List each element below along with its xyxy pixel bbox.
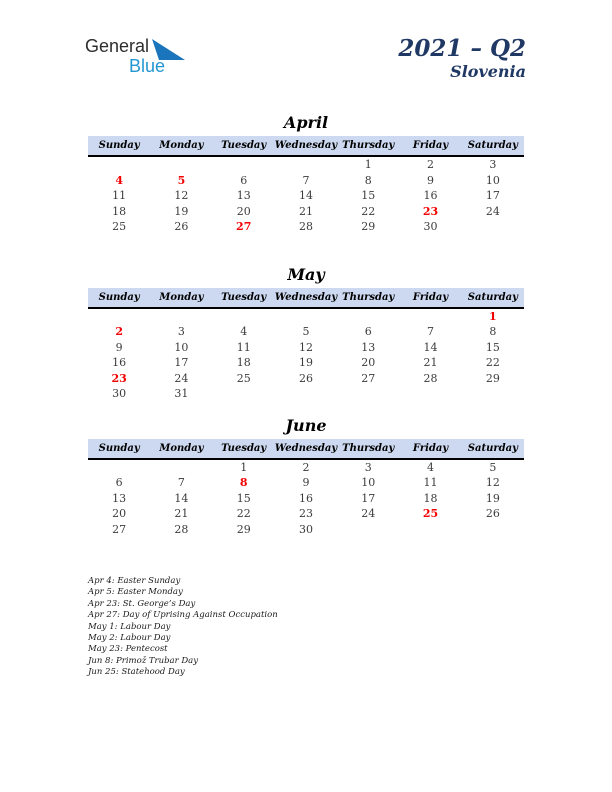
day-header-tuesday: Tuesday bbox=[213, 439, 275, 459]
day-cell-june-30: 30 bbox=[298, 522, 313, 536]
day-cell-april-4: 4 bbox=[115, 173, 123, 187]
day-header-row bbox=[88, 288, 524, 308]
empty-cell bbox=[399, 522, 461, 538]
day-header-thursday: Thursday bbox=[337, 136, 399, 156]
day-cell-april-8: 8 bbox=[364, 173, 372, 187]
day-cell-june-4: 4 bbox=[427, 460, 435, 474]
day-cell-june-20: 20 bbox=[112, 507, 127, 520]
day-cell-may-16: 16 bbox=[112, 356, 127, 369]
empty-cell bbox=[213, 386, 275, 402]
day-cell-june-28: 28 bbox=[174, 522, 189, 536]
empty-cell bbox=[88, 156, 150, 173]
month-april bbox=[88, 113, 524, 235]
day-cell-june-23: 23 bbox=[298, 507, 313, 520]
day-header-saturday: Saturday bbox=[462, 288, 524, 308]
empty-cell bbox=[213, 156, 275, 173]
empty-cell bbox=[399, 386, 461, 402]
day-cell-may-5: 5 bbox=[302, 325, 310, 338]
day-cell-may-15: 15 bbox=[485, 340, 500, 354]
day-cell-may-14: 14 bbox=[423, 340, 438, 354]
day-cell-may-17: 17 bbox=[174, 356, 189, 369]
day-cell-april-1: 1 bbox=[364, 158, 372, 171]
day-cell-may-3: 3 bbox=[177, 325, 185, 338]
day-cell-june-15: 15 bbox=[236, 491, 251, 505]
day-header-thursday: Thursday bbox=[337, 439, 399, 459]
day-cell-june-22: 22 bbox=[236, 507, 251, 520]
day-header-saturday: Saturday bbox=[462, 136, 524, 156]
day-cell-june-19: 19 bbox=[485, 491, 500, 505]
day-cell-june-29: 29 bbox=[236, 522, 251, 536]
month-may bbox=[88, 265, 524, 402]
day-cell-april-27: 27 bbox=[236, 220, 252, 233]
day-cell-june-17: 17 bbox=[361, 491, 376, 505]
logo-text-blue: Blue bbox=[129, 56, 166, 76]
week-row bbox=[88, 156, 524, 173]
day-cell-may-4: 4 bbox=[240, 325, 248, 338]
day-header-friday: Friday bbox=[399, 439, 461, 459]
day-cell-april-19: 19 bbox=[174, 204, 189, 218]
week-row bbox=[88, 308, 524, 325]
day-header-monday: Monday bbox=[150, 439, 212, 459]
week-row bbox=[88, 204, 524, 220]
day-cell-april-13: 13 bbox=[236, 189, 251, 202]
holiday-note: May 23: Pentecost bbox=[88, 644, 168, 655]
day-header-monday: Monday bbox=[150, 136, 212, 156]
day-cell-june-2: 2 bbox=[302, 460, 310, 474]
day-cell-may-6: 6 bbox=[364, 325, 372, 338]
week-row bbox=[88, 491, 524, 507]
title-block bbox=[398, 36, 526, 82]
day-cell-april-20: 20 bbox=[236, 204, 251, 218]
day-cell-may-9: 9 bbox=[115, 340, 123, 354]
day-header-row bbox=[88, 439, 524, 459]
empty-cell bbox=[275, 386, 337, 402]
day-cell-may-29: 29 bbox=[485, 371, 500, 385]
week-row bbox=[88, 371, 524, 387]
holiday-note: Jun 8: Primož Trubar Day bbox=[88, 655, 199, 666]
day-header-wednesday: Wednesday bbox=[275, 288, 337, 308]
day-cell-april-10: 10 bbox=[485, 173, 500, 187]
week-row bbox=[88, 188, 524, 204]
calendar-table-april bbox=[88, 136, 524, 235]
day-cell-may-13: 13 bbox=[361, 340, 376, 354]
day-cell-june-7: 7 bbox=[177, 476, 185, 489]
day-cell-may-19: 19 bbox=[298, 356, 313, 369]
day-cell-june-25: 25 bbox=[422, 507, 439, 520]
day-cell-may-12: 12 bbox=[298, 340, 313, 354]
week-row bbox=[88, 475, 524, 491]
day-cell-april-24: 24 bbox=[485, 204, 500, 218]
day-cell-april-9: 9 bbox=[427, 173, 435, 187]
empty-cell bbox=[150, 308, 212, 325]
day-cell-june-12: 12 bbox=[485, 476, 500, 489]
day-cell-may-8: 8 bbox=[489, 325, 497, 338]
day-cell-may-28: 28 bbox=[423, 371, 438, 385]
day-cell-may-10: 10 bbox=[174, 340, 189, 354]
day-cell-april-12: 12 bbox=[174, 189, 189, 202]
week-row bbox=[88, 459, 524, 476]
empty-cell bbox=[337, 522, 399, 538]
day-cell-april-28: 28 bbox=[298, 220, 313, 233]
day-cell-april-30: 30 bbox=[423, 220, 438, 233]
general-blue-logo bbox=[85, 36, 185, 75]
day-header-thursday: Thursday bbox=[337, 288, 399, 308]
day-cell-june-18: 18 bbox=[423, 491, 438, 505]
day-cell-april-17: 17 bbox=[485, 189, 500, 202]
day-cell-april-11: 11 bbox=[112, 189, 127, 202]
day-cell-april-16: 16 bbox=[423, 189, 438, 202]
day-cell-may-30: 30 bbox=[112, 387, 127, 400]
day-cell-may-18: 18 bbox=[236, 356, 251, 369]
day-cell-april-25: 25 bbox=[112, 220, 127, 233]
day-cell-may-24: 24 bbox=[174, 371, 189, 385]
day-header-tuesday: Tuesday bbox=[213, 288, 275, 308]
day-cell-june-13: 13 bbox=[112, 491, 127, 505]
week-row bbox=[88, 506, 524, 522]
month-title: April bbox=[283, 113, 329, 132]
day-cell-may-25: 25 bbox=[236, 371, 251, 385]
empty-cell bbox=[462, 219, 524, 235]
day-cell-may-21: 21 bbox=[423, 356, 438, 369]
day-cell-may-20: 20 bbox=[361, 356, 376, 369]
day-cell-june-11: 11 bbox=[423, 476, 438, 489]
day-cell-june-14: 14 bbox=[174, 491, 189, 505]
day-cell-april-5: 5 bbox=[177, 173, 186, 187]
day-header-friday: Friday bbox=[399, 136, 461, 156]
week-row bbox=[88, 219, 524, 235]
day-cell-june-27: 27 bbox=[112, 522, 127, 536]
empty-cell bbox=[275, 308, 337, 325]
day-cell-april-22: 22 bbox=[361, 204, 376, 218]
day-cell-april-2: 2 bbox=[427, 158, 435, 171]
day-header-wednesday: Wednesday bbox=[275, 136, 337, 156]
day-cell-june-10: 10 bbox=[361, 476, 376, 489]
week-row bbox=[88, 355, 524, 371]
day-cell-april-23: 23 bbox=[422, 204, 439, 218]
day-cell-may-31: 31 bbox=[174, 387, 189, 400]
day-header-sunday: Sunday bbox=[88, 288, 150, 308]
day-cell-june-5: 5 bbox=[489, 460, 497, 474]
day-cell-april-15: 15 bbox=[361, 189, 376, 202]
calendar-table-may bbox=[88, 288, 524, 402]
day-header-saturday: Saturday bbox=[462, 439, 524, 459]
logo-text-general: General bbox=[85, 36, 150, 56]
empty-cell bbox=[150, 156, 212, 173]
day-cell-may-22: 22 bbox=[485, 356, 500, 369]
empty-cell bbox=[399, 308, 461, 325]
day-cell-may-27: 27 bbox=[361, 371, 376, 385]
months-container bbox=[88, 113, 524, 537]
calendar-table-june bbox=[88, 439, 524, 538]
empty-cell bbox=[275, 156, 337, 173]
day-cell-april-26: 26 bbox=[174, 220, 189, 233]
day-cell-june-16: 16 bbox=[298, 491, 313, 505]
day-cell-may-1: 1 bbox=[489, 309, 497, 323]
holiday-note: Apr 5: Easter Monday bbox=[88, 587, 183, 598]
day-cell-june-26: 26 bbox=[485, 507, 500, 520]
holiday-note: May 1: Labour Day bbox=[88, 621, 171, 632]
month-title: May bbox=[287, 264, 325, 284]
day-cell-april-7: 7 bbox=[302, 173, 310, 187]
day-cell-june-8: 8 bbox=[239, 476, 248, 489]
empty-cell bbox=[150, 459, 212, 476]
day-cell-april-18: 18 bbox=[112, 204, 127, 218]
day-cell-may-11: 11 bbox=[236, 340, 251, 354]
week-row bbox=[88, 386, 524, 402]
holiday-note: Apr 23: St. George’s Day bbox=[88, 598, 196, 609]
empty-cell bbox=[213, 308, 275, 325]
day-header-sunday: Sunday bbox=[88, 439, 150, 459]
day-cell-may-23: 23 bbox=[111, 371, 127, 385]
holiday-note: Jun 25: Statehood Day bbox=[88, 667, 185, 678]
day-cell-may-2: 2 bbox=[115, 325, 123, 338]
empty-cell bbox=[337, 386, 399, 402]
page-subtitle: Slovenia bbox=[450, 62, 526, 82]
day-cell-june-3: 3 bbox=[364, 460, 372, 474]
month-title: June bbox=[285, 415, 327, 435]
day-cell-june-6: 6 bbox=[115, 476, 123, 489]
day-cell-june-1: 1 bbox=[240, 460, 248, 474]
day-header-monday: Monday bbox=[150, 288, 212, 308]
day-header-friday: Friday bbox=[399, 288, 461, 308]
day-header-row bbox=[88, 136, 524, 156]
page-header bbox=[85, 36, 526, 82]
day-header-sunday: Sunday bbox=[88, 136, 150, 156]
empty-cell bbox=[462, 386, 524, 402]
week-row bbox=[88, 324, 524, 340]
day-cell-june-9: 9 bbox=[302, 476, 310, 489]
empty-cell bbox=[337, 308, 399, 325]
holiday-note: Apr 4: Easter Sunday bbox=[88, 576, 181, 586]
day-cell-june-21: 21 bbox=[174, 507, 189, 520]
page-title: 2021 – Q2 bbox=[398, 35, 526, 62]
day-cell-april-29: 29 bbox=[361, 220, 376, 233]
empty-cell bbox=[88, 308, 150, 325]
day-header-wednesday: Wednesday bbox=[275, 439, 337, 459]
week-row bbox=[88, 522, 524, 538]
month-june bbox=[88, 416, 524, 538]
holiday-notes-list bbox=[88, 576, 278, 679]
day-cell-june-24: 24 bbox=[361, 507, 376, 520]
holiday-note: May 2: Labour Day bbox=[88, 633, 171, 644]
day-header-tuesday: Tuesday bbox=[213, 136, 275, 156]
holiday-note: Apr 27: Day of Uprising Against Occupation bbox=[88, 610, 278, 621]
day-cell-april-14: 14 bbox=[298, 189, 313, 202]
empty-cell bbox=[88, 459, 150, 476]
day-cell-april-3: 3 bbox=[489, 158, 497, 171]
empty-cell bbox=[462, 522, 524, 538]
week-row bbox=[88, 173, 524, 189]
day-cell-may-26: 26 bbox=[298, 371, 313, 385]
day-cell-april-6: 6 bbox=[240, 173, 248, 187]
day-cell-april-21: 21 bbox=[298, 204, 313, 218]
day-cell-may-7: 7 bbox=[427, 325, 435, 338]
week-row bbox=[88, 340, 524, 356]
